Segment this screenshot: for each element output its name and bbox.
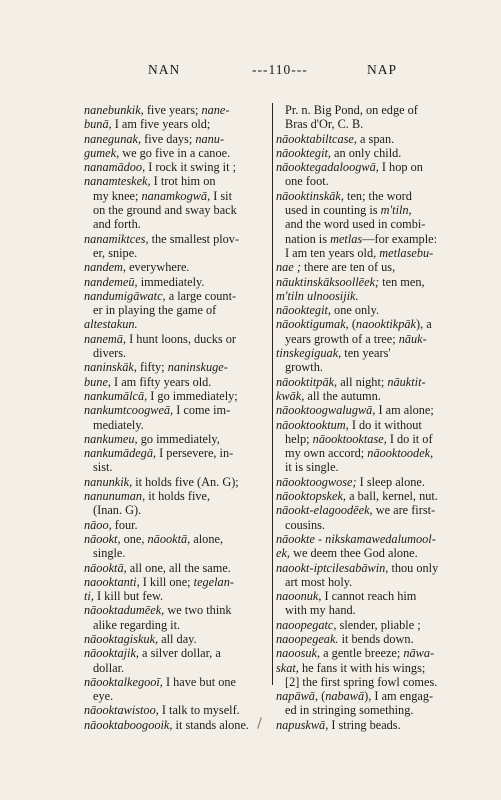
- entry-line: [84, 289, 271, 303]
- definition-text: ed in stringing something.: [285, 703, 414, 718]
- entry-line: [84, 589, 271, 603]
- entry-line: [276, 346, 468, 360]
- entry-line: [276, 146, 468, 160]
- entry-continuation-line: [84, 217, 271, 231]
- definition-text: I hunt loons, ducks or: [126, 331, 236, 346]
- entry-continuation-line: [84, 689, 271, 703]
- headword-text: tinskegiguak,: [276, 346, 342, 361]
- headword-text: naoopegatc,: [276, 617, 337, 632]
- definition-text: (: [348, 317, 356, 332]
- definition-text: er in playing the game of: [93, 303, 217, 318]
- definition-text: my own accord;: [285, 446, 368, 461]
- definition-text: it stands alone.: [172, 717, 249, 732]
- headword-text: nāooktegit,: [276, 145, 331, 160]
- definition-text: we two think: [164, 603, 232, 618]
- headword-text: nāooktalkegooī,: [84, 674, 163, 689]
- headword-text: bunā,: [84, 117, 112, 132]
- headword-text: nandumigāwatc,: [84, 288, 166, 303]
- definition-text: all the autumn.: [304, 388, 381, 403]
- headword-text: nāookt,: [84, 531, 121, 546]
- definition-text: we are first-: [372, 503, 436, 518]
- headword-text: nāooktawistoo,: [84, 703, 159, 718]
- headword-text: nāooktinskāk,: [276, 188, 344, 203]
- definition-text: five years;: [143, 103, 202, 117]
- headword-text: nāooktoogwalugwā,: [276, 403, 376, 418]
- definition-text: nation is: [285, 231, 331, 246]
- running-header: [0, 62, 501, 82]
- entry-continuation-line: [84, 460, 271, 474]
- entry-continuation-line: [84, 246, 271, 260]
- entry-line: [276, 546, 468, 560]
- definition-text: I kill one;: [139, 574, 194, 589]
- entry-line: [84, 675, 271, 689]
- definition-text: single.: [93, 546, 126, 561]
- definition-text: a large count-: [165, 288, 237, 303]
- entry-continuation-line: [276, 675, 468, 689]
- headword-text: skat,: [276, 660, 299, 675]
- definition-text: dollar.: [93, 660, 125, 675]
- definition-text: I sit: [210, 188, 233, 203]
- entry-line: [84, 332, 271, 346]
- headword-text: nae ;: [276, 260, 301, 275]
- entry-line: [84, 475, 271, 489]
- headword-text: metlas: [330, 231, 363, 246]
- definition-text: with my hand.: [285, 603, 356, 618]
- headword-text: nāooktegit,: [276, 303, 331, 318]
- definition-text: all one, all the same.: [126, 560, 231, 575]
- definition-text: ten men,: [379, 274, 425, 289]
- definition-text: I am fifty years old.: [110, 374, 212, 389]
- headword-text: altestakun.: [84, 317, 138, 332]
- headword-text: nāooktadumēek,: [84, 603, 165, 618]
- headword-text: nabawā: [325, 689, 365, 704]
- headword-text: nāooktaboogooik,: [84, 717, 173, 732]
- headword-text: nāuk-: [398, 331, 427, 346]
- headword-text: nandemeū,: [84, 274, 138, 289]
- headword-text: nanunkik,: [84, 474, 133, 489]
- definition-text: mediately.: [93, 417, 144, 432]
- headword-text: naoonuk,: [276, 589, 322, 604]
- definition-text: and forth.: [93, 217, 141, 232]
- entry-continuation-line: [276, 246, 468, 260]
- entry-line: [84, 132, 271, 146]
- headword-text: nāooktajik,: [84, 646, 139, 661]
- entry-line: [276, 689, 468, 703]
- entry-continuation-line: [84, 303, 271, 317]
- definition-text: slender, pliable ;: [336, 617, 421, 632]
- entry-line: [276, 532, 468, 546]
- headword-text: nāookt-elagoodēek,: [276, 503, 373, 518]
- definition-text: (Inan. G).: [93, 503, 142, 518]
- headword-text: nāooktooktase,: [312, 431, 387, 446]
- header-left-guideword: NAN: [148, 62, 181, 77]
- headword-text: nāooktooktum,: [276, 417, 349, 432]
- headword-text: bune,: [84, 374, 111, 389]
- definition-text: Bras d'Or, C. B.: [285, 117, 364, 132]
- entry-continuation-line: [276, 446, 468, 460]
- entry-line: [84, 518, 271, 532]
- headword-text: nanebunkik,: [84, 103, 144, 117]
- headword-text: naoopegeak.: [276, 631, 339, 646]
- entry-line: [84, 146, 271, 160]
- definition-text: art most holy.: [285, 574, 353, 589]
- definition-text: sist.: [93, 460, 113, 475]
- entry-line: [276, 561, 468, 575]
- headword-text: nandem,: [84, 260, 127, 275]
- definition-text: a ball, kernel, nut.: [346, 489, 438, 504]
- headword-text: nankumādegā,: [84, 446, 157, 461]
- entry-line: [276, 132, 468, 146]
- entry-line: [276, 403, 468, 417]
- headword-text: nāooktopskek,: [276, 489, 346, 504]
- definition-text: I persevere, in-: [156, 446, 234, 461]
- entry-continuation-line: [276, 332, 468, 346]
- definition-text: growth.: [285, 360, 323, 375]
- headword-text: naookt-iptcilesabāwin,: [276, 560, 389, 575]
- entry-line: [276, 303, 468, 317]
- entry-continuation-line: [276, 460, 468, 474]
- definition-text: it bends down.: [338, 631, 414, 646]
- headword-text: naninskuge-: [167, 360, 228, 375]
- entry-line: [84, 160, 271, 174]
- definition-text: we go five in a canoe.: [119, 145, 231, 160]
- definition-text: a gentle breeze;: [320, 646, 404, 661]
- definition-text: I do it without: [348, 417, 422, 432]
- entry-continuation-line: [276, 232, 468, 246]
- definition-text: I am five years old;: [111, 117, 211, 132]
- definition-text: —for example:: [362, 231, 437, 246]
- definition-text: I cannot reach him: [321, 589, 417, 604]
- entry-line: [276, 375, 468, 389]
- definition-text: the smallest plov-: [148, 231, 240, 246]
- definition-text: all night;: [337, 374, 388, 389]
- definition-text: a silver dollar, a: [138, 646, 221, 661]
- definition-text: my knee;: [93, 188, 142, 203]
- definition-text: ), a: [416, 317, 432, 332]
- definition-text: one foot.: [285, 174, 329, 189]
- entry-line: [84, 232, 271, 246]
- entry-line: [84, 375, 271, 389]
- entry-continuation-line: [84, 661, 271, 675]
- entry-line: [84, 603, 271, 617]
- entry-continuation-line: [276, 703, 468, 717]
- headword-text: naoosuk,: [276, 646, 321, 661]
- headword-text: nanamādoo,: [84, 160, 146, 175]
- entry-continuation-line: [84, 189, 271, 203]
- definition-text: he fans it with his wings;: [298, 660, 426, 675]
- entry-line: [84, 174, 271, 188]
- entry-continuation-line: [276, 174, 468, 188]
- headword-text: gumek,: [84, 145, 120, 160]
- definition-text: I do it of: [386, 431, 433, 446]
- entry-line: [84, 317, 271, 331]
- entry-continuation-line: [276, 518, 468, 532]
- headword-text: kwāk,: [276, 388, 305, 403]
- entry-line: [276, 418, 468, 432]
- definition-text: ten; the word: [343, 188, 412, 203]
- entry-continuation-line: [276, 103, 468, 117]
- headword-text: metlasebu-: [379, 245, 434, 260]
- definition-text: one only.: [330, 303, 380, 318]
- headword-text: nāooktitpāk,: [276, 374, 338, 389]
- headword-text: nanu-: [195, 131, 225, 146]
- headword-text: nanamkogwā,: [141, 188, 211, 203]
- definition-text: ten years': [341, 346, 391, 361]
- entry-line: [276, 275, 468, 289]
- entry-line: [276, 718, 468, 732]
- definition-text: it holds five,: [145, 489, 211, 504]
- headword-text: ti,: [84, 589, 94, 604]
- headword-text: nāuktinskāksoollēek;: [276, 274, 380, 289]
- definition-text: all day.: [158, 631, 197, 646]
- definition-text: I come im-: [173, 403, 231, 418]
- page-number: ---110---: [252, 62, 308, 77]
- headword-text: nāooktegadaloogwā,: [276, 160, 379, 175]
- entry-continuation-line: [84, 203, 271, 217]
- entry-line: [84, 446, 271, 460]
- headword-text: nāooktigumak,: [276, 317, 349, 332]
- entry-line: [276, 489, 468, 503]
- headword-text: nanamteskek,: [84, 174, 151, 189]
- left-column: [84, 103, 271, 732]
- definition-text: divers.: [93, 346, 127, 361]
- definition-text: ), I am engag-: [364, 689, 434, 704]
- headword-text: nankumtcoogweā,: [84, 403, 174, 418]
- definition-text: [2] the first spring fowl comes.: [285, 674, 438, 689]
- entry-continuation-line: [84, 346, 271, 360]
- definition-text: help;: [285, 431, 313, 446]
- entry-line: [276, 160, 468, 174]
- entry-line: [84, 260, 271, 274]
- headword-text: nanemā,: [84, 331, 127, 346]
- entry-line: [84, 275, 271, 289]
- headword-text: nane-: [201, 103, 230, 117]
- entry-continuation-line: [84, 503, 271, 517]
- entry-line: [84, 646, 271, 660]
- definition-text: and the word used in combi-: [285, 217, 426, 232]
- definition-text: immediately.: [137, 274, 205, 289]
- headword-text: m'tiln ulnoosijik.: [276, 288, 359, 303]
- headword-text: nāooktā,: [147, 531, 191, 546]
- definition-text: alike regarding it.: [93, 617, 181, 632]
- definition-text: I am ten years old,: [285, 245, 380, 260]
- headword-text: nanegunak,: [84, 131, 142, 146]
- entry-line: [276, 618, 468, 632]
- entry-continuation-line: [84, 546, 271, 560]
- entry-continuation-line: [276, 432, 468, 446]
- entry-line: [84, 575, 271, 589]
- definition-text: eye.: [93, 689, 114, 704]
- entry-line: [84, 432, 271, 446]
- definition-text: (: [318, 689, 326, 704]
- headword-text: nankumālcā,: [84, 388, 148, 403]
- definition-text: I kill but few.: [93, 589, 164, 604]
- entry-continuation-line: [276, 203, 468, 217]
- definition-text: fifty;: [136, 360, 168, 375]
- definition-text: years growth of a tree;: [285, 331, 399, 346]
- definition-text: alone,: [190, 531, 224, 546]
- headword-text: nāooktoogwose;: [276, 474, 357, 489]
- headword-text: nāooktagiskuk,: [84, 631, 159, 646]
- entry-line: [84, 532, 271, 546]
- headword-text: nanunuman,: [84, 489, 146, 504]
- headword-text: naooktanti,: [84, 574, 140, 589]
- definition-text: used in counting is: [285, 203, 381, 218]
- definition-text: thou only: [388, 560, 439, 575]
- entry-line: [84, 561, 271, 575]
- entry-line: [276, 260, 468, 274]
- entry-line: [276, 389, 468, 403]
- headword-text: napuskwā,: [276, 717, 329, 732]
- definition-text: it holds five (An. G);: [132, 474, 239, 489]
- headword-text: nāoo,: [84, 517, 112, 532]
- entry-line: [84, 389, 271, 403]
- entry-continuation-line: [84, 618, 271, 632]
- headword-text: nāooktā,: [84, 560, 127, 575]
- definition-text: it is single.: [285, 460, 339, 475]
- definition-text: er, snipe.: [93, 245, 138, 260]
- definition-text: I hop on: [378, 160, 423, 175]
- headword-text: nanamiktces,: [84, 231, 149, 246]
- entry-line: [84, 360, 271, 374]
- right-column: [276, 103, 468, 732]
- definition-text: we deem thee God alone.: [290, 546, 418, 561]
- entry-line: [84, 718, 271, 732]
- entry-line: [276, 589, 468, 603]
- entry-line: [276, 475, 468, 489]
- entry-continuation-line: [276, 575, 468, 589]
- entry-line: [84, 632, 271, 646]
- entry-line: [84, 103, 271, 117]
- definition-text: I have but one: [162, 674, 236, 689]
- headword-text: nāwa-: [403, 646, 435, 661]
- header-right-guideword: NAP: [367, 62, 398, 77]
- headword-text: tegelan-: [193, 574, 234, 589]
- definition-text: I string beads.: [328, 717, 401, 732]
- entry-continuation-line: [276, 360, 468, 374]
- entry-line: [276, 503, 468, 517]
- definition-text: five days;: [141, 131, 196, 146]
- column-divider: [272, 103, 273, 685]
- definition-text: Pr. n. Big Pond, on edge of: [285, 103, 418, 117]
- entry-line: [276, 661, 468, 675]
- entry-line: [84, 703, 271, 717]
- entry-continuation-line: [84, 418, 271, 432]
- definition-text: an only child.: [330, 145, 402, 160]
- entry-continuation-line: [276, 117, 468, 131]
- entry-line: [84, 117, 271, 131]
- entry-line: [276, 289, 468, 303]
- headword-text: nāooktoodek,: [367, 446, 434, 461]
- headword-text: naninskāk,: [84, 360, 137, 375]
- headword-text: napāwā,: [276, 689, 319, 704]
- entry-line: [276, 317, 468, 331]
- headword-text: ek,: [276, 546, 290, 561]
- entry-line: [276, 646, 468, 660]
- definition-text: I go immediately;: [147, 388, 238, 403]
- headword-text: naooktikpāk: [355, 317, 417, 332]
- headword-text: nāooktabiltcase,: [276, 131, 357, 146]
- definition-text: there are ten of us,: [300, 260, 396, 275]
- definition-text: I talk to myself.: [158, 703, 240, 718]
- headword-text: nāookte - nikskamawedalumool-: [276, 531, 436, 546]
- entry-line: [276, 632, 468, 646]
- entry-line: [84, 403, 271, 417]
- headword-text: nāuktit-: [387, 374, 426, 389]
- definition-text: one,: [120, 531, 148, 546]
- definition-text: I trot him on: [150, 174, 216, 189]
- definition-text: I rock it swing it ;: [145, 160, 237, 175]
- definition-text: go immediately,: [137, 431, 220, 446]
- entry-line: [84, 489, 271, 503]
- definition-text: everywhere.: [126, 260, 190, 275]
- headword-text: m'tiln,: [380, 203, 412, 218]
- entry-continuation-line: [276, 217, 468, 231]
- definition-text: a span.: [356, 131, 395, 146]
- definition-text: four.: [111, 517, 138, 532]
- definition-text: cousins.: [285, 517, 325, 532]
- definition-text: I am alone;: [375, 403, 434, 418]
- headword-text: nankumeu,: [84, 431, 138, 446]
- entry-continuation-line: [276, 603, 468, 617]
- entry-line: [276, 189, 468, 203]
- definition-text: on the ground and sway back: [93, 203, 237, 218]
- definition-text: I sleep alone.: [356, 474, 425, 489]
